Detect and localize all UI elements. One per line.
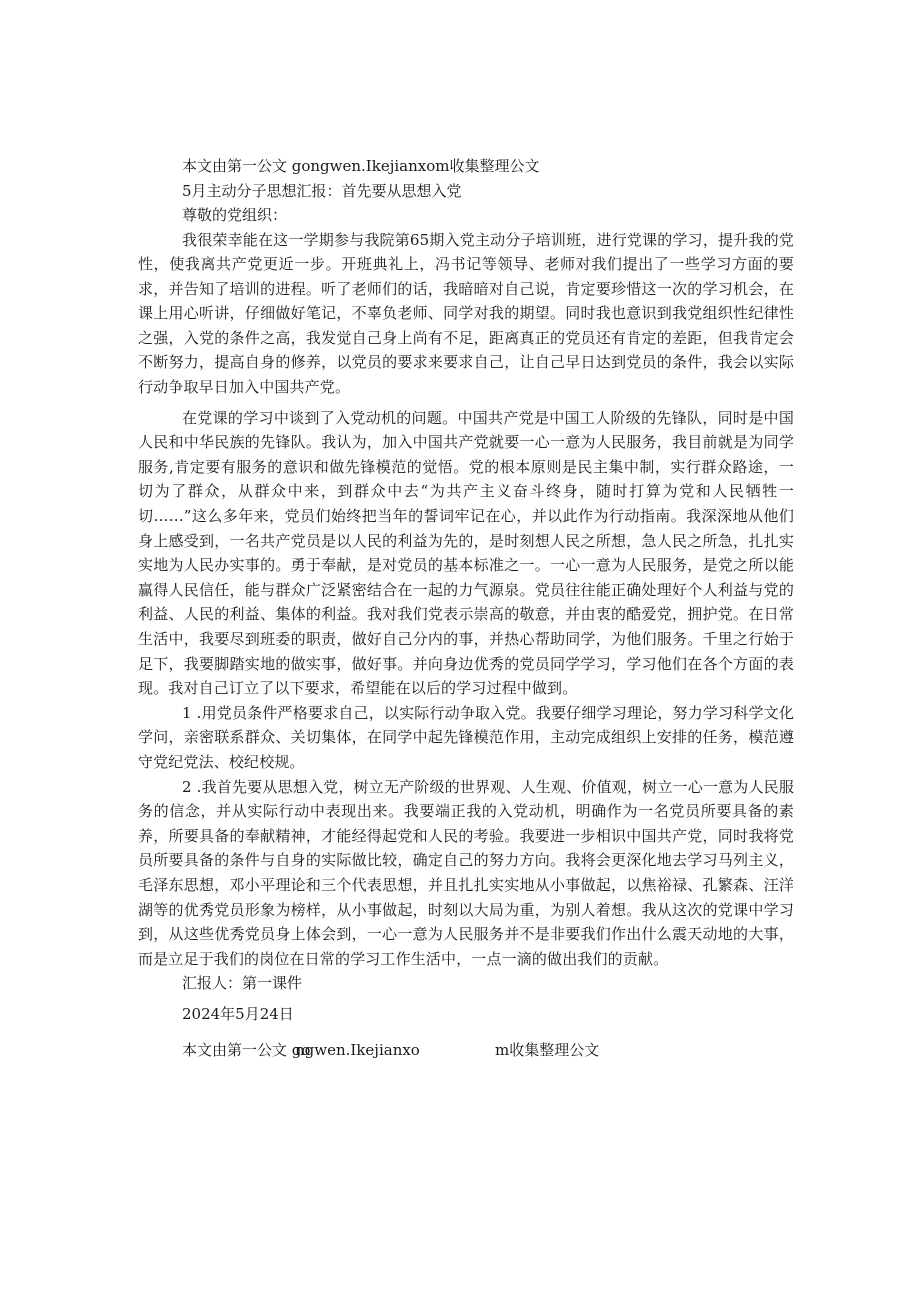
report-date: 2024年5月24日 — [182, 1004, 294, 1023]
footer-part-1: 本文由第一公文 go — [182, 1041, 311, 1060]
list-item-2: 2 .我首先要从思想入党，树立无产阶级的世界观、人生观、价值观，树立一心一意为人民服务的信念，并从实际行动中表现出来。我要端正我的入党动机，明确作为一名党员所要具备的素养，所要具备的奉献精神，才能经得起党和人民的考验。我要进一步相识中国共产党，同时我将党员所要具备的条件与自身的实际做比较，确定自己的努力方向。我将会更深化地去学习马列主义，毛泽东思想，邓小平理论和三个代表思想，并且扎扎实实地从小事做起，以焦裕禄、孔繁森、汪洋湖等的优秀党员形象为榜样，从小事做起，时刻以大局为重，为别人着想。我从这次的党课中学习到，从这些优秀党员身上体会到，一心一意为人民服务并不是非要我们作出什么震天动地的大事，而是立足于我们的岗位在日常的学习工作生活中，一点一滴的做出我们的贡献。 — [138, 777, 794, 968]
footer-part-2: ngwen.Ikejianxo — [295, 1041, 420, 1060]
salutation: 尊敬的党组织： — [182, 206, 288, 224]
footer-part-3: m收集整理公文 — [495, 1041, 600, 1060]
list-item-1: 1 .用党员条件严格要求自己，以实际行动争取入党。我要仔细学习理论，努力学习科学文化学问，亲密联系群众、关切集体，在同学中起先锋模范作用，主动完成组织上安排的任务，模范遵守党纪党法、校纪校规。 — [138, 703, 794, 771]
document-page — [138, 154, 794, 1062]
reporter-signature: 汇报人：第一课件 — [182, 974, 303, 993]
source-note: 本文由第一公文 gongwen.Ikejianxom收集整理公文 — [182, 157, 540, 175]
document-title: 5月主动分子思想汇报：首先要从思想入党 — [182, 181, 462, 200]
footer-source-note — [138, 1038, 794, 1062]
body-paragraph-2: 在党课的学习中谈到了入党动机的问题。中国共产党是中国工人阶级的先锋队，同时是中国人民和中华民族的先锋队。我认为，加入中国共产党就要一心一意为人民服务，我目前就是为同学服务,肯定要有服务的意识和做先锋模范的觉悟。党的根本原则是民主集中制，实行群众路途，一切为了群众，从群众中来，到群众中去“为共产主义奋斗终身，随时打算为党和人民牺牲一切……”这么多年来，党员们始终把当年的誓词牢记在心，并以此作为行动指南。我深深地从他们身上感受到，一名共产党员是以人民的利益为先的，是时刻想人民之所想，急人民之所急，扎扎实实地为人民办实事的。勇于奉献，是对党员的基本标准之一。一心一意为人民服务，是党之所以能赢得人民信任，能与群众广泛紧密结合在一起的力气源泉。党员往往能正确处理好个人利益与党的利益、人民的利益、集体的利益。我对我们党表示崇高的敬意，并由衷的酷爱党，拥护党。在日常生活中，我要尽到班委的职责，做好自己分内的事，并热心帮助同学，为他们服务。千里之行始于足下，我要脚踏实地的做实事，做好事。并向身边优秀的党员同学学习，学习他们在各个方面的表现。我对自己订立了以下要求，希望能在以后的学习过程中做到。 — [138, 408, 794, 698]
body-paragraph-1: 我很荣幸能在这一学期参与我院第65期入党主动分子培训班，进行党课的学习，提升我的党性，使我离共产党更近一步。开班典礼上，冯书记等领导、老师对我们提出了一些学习方面的要求，并告知了培训的进程。听了老师们的话，我暗暗对自己说，肯定要珍惜这一次的学习机会，在课上用心听讲，仔细做好笔记，不辜负老师、同学对我的期望。同时我也意识到我党组织性纪律性之强，入党的条件之高，我发觉自己身上尚有不足，距离真正的党员还有肯定的差距，但我肯定会不断努力，提高自身的修养，以党员的要求来要求自己，让自己早日达到党员的条件，我会以实际行动争取早日加入中国共产党。 — [138, 230, 794, 397]
